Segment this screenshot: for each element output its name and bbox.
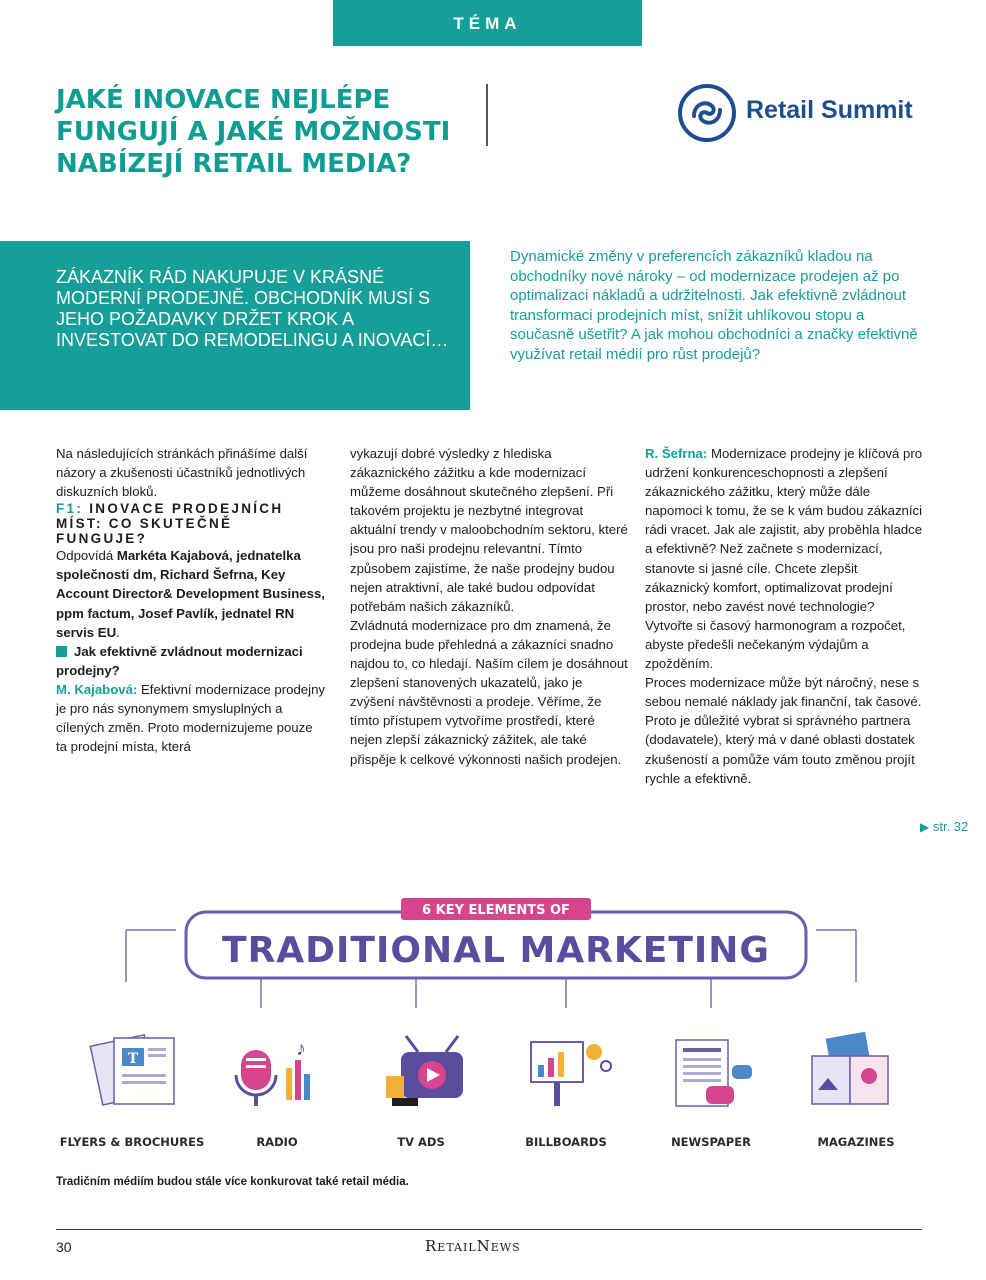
page-reference-text: str. 32	[932, 819, 969, 834]
f1-prefix: F1:	[56, 501, 84, 517]
magazine-icon	[812, 1032, 888, 1104]
headline: JAKÉ INOVACE NEJLÉPE FUNGUJÍ A JAKÉ MOŽNOSTI NABÍZEJÍ RETAIL MEDIA?	[56, 85, 451, 179]
respond-prefix: Odpovídá	[56, 548, 117, 564]
question-text: Jak efektivně zvládnout modernizaci prodejny?	[56, 643, 303, 678]
logo-text: Retail Summit	[746, 96, 913, 124]
label-magazines: MAGAZINES	[817, 1135, 895, 1149]
speaker-sefrna: R. Šefrna:	[645, 446, 708, 461]
billboard-icon	[531, 1042, 611, 1106]
label-flyers: FLYERS & BROCHURES	[59, 1135, 205, 1149]
flyers-icon	[90, 1035, 174, 1105]
label-billboards: BILLBOARDS	[525, 1135, 607, 1149]
tv-icon	[386, 1036, 463, 1106]
footer-divider	[56, 1229, 922, 1230]
column-1	[56, 444, 326, 756]
newspaper-icon	[676, 1040, 752, 1106]
f1-heading	[56, 501, 326, 546]
f1-title: INOVACE PRODEJNÍCH MÍST: CO SKUTEČNĚ FUNGUJE?	[56, 501, 284, 547]
infographic-caption: Tradičním médiím budou stále více konkurovat také retail média.	[56, 1176, 409, 1188]
page-number: 30	[56, 1239, 72, 1255]
lead-box-text: ZÁKAZNÍK RÁD NAKUPUJE V KRÁSNÉ MODERNÍ PRODEJNĚ. OBCHODNÍK MUSÍ S JEHO POŽADAVKY DRŽET KROK A INVESTOVAT DO REMODELINGU A INOVACÍ…	[56, 267, 449, 350]
respond-end: .	[116, 624, 120, 640]
question-heading	[56, 642, 326, 680]
answer-sefrna	[645, 444, 925, 673]
infographic-title: TRADITIONAL MARKETING	[222, 930, 770, 971]
intro-text: Na následujících stránkách přinášíme další názory a zkušenosti účastníků jednotlivých diskuzních bloků.	[56, 446, 308, 500]
banner-text: 6 KEY ELEMENTS OF	[422, 903, 570, 918]
col3-paragraph-1: Modernizace prodejny je klíčová pro udržení konkurenceschopnosti a zlepšení zákaznického zážitku, který může dále napomoci k tomu, že se k vám budou zákazníci rádi vracet. Jak ale zajistit, aby proběhla hladce a efektivně? Než začnete s modernizací, stanovte si jasné cíle. Chcete zlepšit zákaznický komfort, optimalizovat prodejní prostor, nebo zavést nové technologie? Vytvořte si časový harmonogram a rozpočet, abyste předešli nečekaným výdajům a zpožděním.	[645, 446, 923, 672]
section-label: TÉMA	[333, 0, 642, 46]
label-radio: RADIO	[256, 1135, 298, 1149]
label-newspaper: NEWSPAPER	[671, 1135, 751, 1149]
play-arrow-icon: ▶	[920, 820, 930, 834]
column-3	[645, 444, 925, 788]
respondents	[56, 546, 326, 641]
square-bullet-icon	[56, 646, 67, 657]
lead-right-text: Dynamické změny v preferencích zákazníků kladou na obchodníky nové nároky – od modernizace prodejen až po optimalizaci nákladů a udržitelnosti. Jak efektivně zvládnout transformaci prodejních míst, snížit uhlíkovou stopu a současně ušetřit? A jak mohou obchodníci a značky efektivně využívat retail médií pro růst prodejů?	[510, 248, 918, 363]
svg-text:♪: ♪	[296, 1038, 306, 1060]
radio-icon	[236, 1038, 310, 1106]
answer-kajabova	[56, 680, 326, 756]
retail-summit-logo-icon	[676, 82, 738, 144]
speaker-kajabova: M. Kajabová:	[56, 681, 138, 697]
col2-paragraph-1: vykazují dobré výsledky z hlediska zákaznického zážitku a kde modernizací můžeme dosáhnout skutečného zlepšení. Při takovém projektu je nezbytné integrovat aktuální trendy v maloobchodním sektoru, které jsou pro naši prodejnu relevantní. Tímto způsobem zajistíme, že naše prodejny budou nejen atraktivní, ale také budou odpovídat potřebám našich zákazníků.	[350, 446, 628, 614]
respond-names: Markéta Kajabová, jednatelka společnosti dm, Richard Šefrna, Key Account Director& Development Business, ppm factum, Josef Pavlík, jednatel RN servis EU	[56, 548, 325, 640]
col2-paragraph-2: Zvládnutá modernizace pro dm znamená, že prodejna bude přehledná a zákazníci snadno najdou to, co hledají. Naším cílem je dosáhnout zlepšení stanovených ukazatelů, jako je zvýšení návštěvnosti a prodeje. Věříme, že tímto přístupem vytvoříme prostředí, které nejen zlepší zákaznický zážitek, ale také přispěje k celkové výkonnosti našich prodejen.	[350, 617, 628, 767]
column-2	[350, 444, 628, 769]
lead-box	[0, 241, 470, 410]
infographic-traditional-marketing	[56, 890, 936, 1160]
label-tv-ads: TV ADS	[397, 1135, 445, 1149]
footer-brand-logo: RetailNews	[425, 1237, 521, 1255]
col3-paragraph-2: Proces modernizace může být náročný, nese s sebou nemalé náklady jak finanční, tak časové. Proto je důležité vybrat si správného partnera (dodavatele), který má v dané oblasti dostatek zkušeností a pomůže vám touto změnou projít rychle a efektivně.	[645, 675, 922, 786]
vertical-divider	[486, 84, 488, 146]
answer-text: Efektivní modernizace prodejny je pro nás synonymem smysluplných a cílených změn. Proto modernizujeme pouze ta prodejní místa, která	[56, 681, 325, 755]
retail-summit-logo	[676, 82, 936, 144]
page-reference[interactable]	[920, 819, 968, 834]
svg-text:T: T	[127, 1051, 139, 1067]
